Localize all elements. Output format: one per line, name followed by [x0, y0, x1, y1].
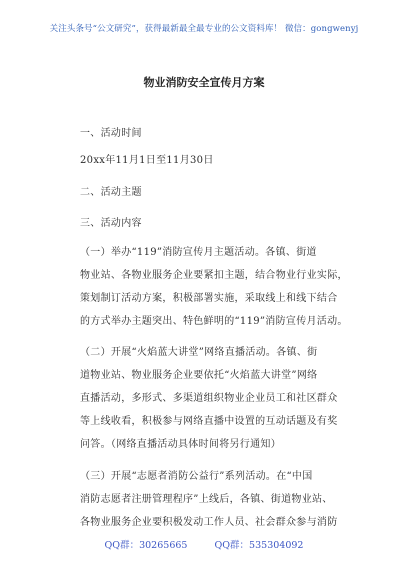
- paragraph-line: 问答。（网络直播活动具体时间将另行通知）: [80, 439, 281, 450]
- paragraph-line: （一）举办“119”消防宣传月主题活动。各镇、街道: [80, 247, 317, 258]
- footer-qq-group-1: QQ群：30265665: [104, 540, 188, 551]
- paragraph-line: 的方式举办主题突出、特色鲜明的“119”消防宣传月活动。: [80, 316, 348, 327]
- section-heading-theme: 二、活动主题: [80, 187, 142, 198]
- paragraph-line: （二）开展“火焰蓝大讲堂”网络直播活动。各镇、街: [80, 347, 318, 358]
- paragraph-line: 物业站、各物业服务企业要紧扣主题，结合物业行业实际，: [80, 270, 348, 281]
- paragraph-line: 道物业站、物业服务企业要依托“火焰蓝大讲堂”网络: [80, 370, 318, 381]
- section-heading-content: 三、活动内容: [80, 218, 142, 229]
- paragraph-line: 直播活动，多形式、多渠道组织物业企业员工和社区群众: [80, 393, 338, 404]
- paragraph-line: （三）开展“志愿者消防公益行”系列活动。在“中国: [80, 471, 313, 482]
- header-note: 关注头条号“公文研究”，获得最新最全最专业的公文资料库！ 微信：gongwenyj: [49, 24, 359, 34]
- paragraph-line: 各物业服务企业要积极发动工作人员、社会群众参与消防: [80, 517, 338, 528]
- paragraph-line: 消防志愿者注册管理程序”上线后，各镇、街道物业站、: [80, 494, 333, 505]
- activity-date: 20xx年11月1日至11月30日: [80, 155, 214, 166]
- footer-qq-group-2: QQ群：535304092: [214, 540, 304, 551]
- page-title: 物业消防安全宣传月方案: [143, 76, 265, 89]
- paragraph-line: 等上线收看，积极参与网络直播中设置的互动话题及有奖: [80, 416, 338, 427]
- paragraph-line: 策划制订活动方案，积极部署实施，采取线上和线下结合: [80, 293, 338, 304]
- footer: [0, 537, 408, 551]
- section-heading-time: 一、活动时间: [80, 128, 142, 139]
